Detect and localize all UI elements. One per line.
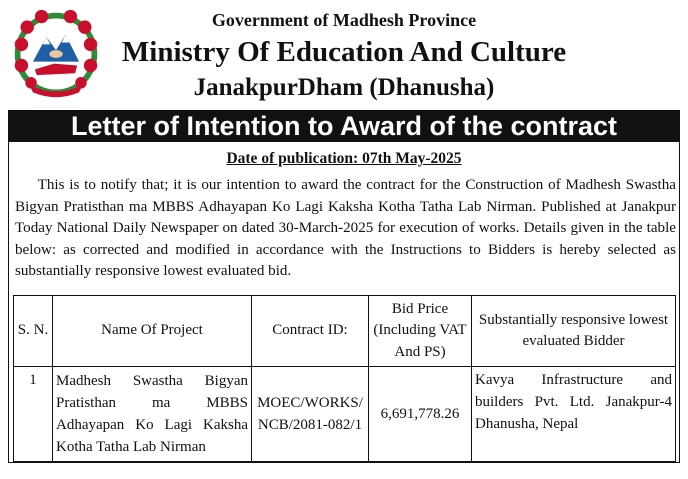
publication-date: Date of publication: 07th May-2025 <box>226 150 462 167</box>
notice-body <box>8 142 680 463</box>
table-header-row <box>14 296 676 367</box>
notice-title: Letter of Intention to Award of the contract <box>71 111 617 141</box>
row-bidder: Kavya Infrastructure and builders Pvt. Ltd. Janakpur-4 Dhanusha, Nepal <box>472 367 676 462</box>
row-contract-id: MOEC/WORKS/ NCB/2081-082/1 <box>252 367 369 462</box>
row-bid-price: 6,691,778.26 <box>369 367 472 462</box>
notice-title-banner <box>8 110 680 142</box>
header-bidder: Substantially responsive lowest evaluated Bidder <box>472 296 676 367</box>
header-project: Name Of Project <box>53 296 252 367</box>
row-project: Madhesh Swastha Bigyan Pratisthan ma MBBS Adhayapan Ko Lagi Kaksha Kotha Tatha Lab Nirman <box>53 367 252 462</box>
table-row <box>14 367 676 462</box>
header-sn: S. N. <box>14 296 53 367</box>
notice-text: This is to notify that; it is our intention to award the contract for the Construction of Madhesh Swastha Bigyan Pratisthan ma MBBS Adhayapan Ko Lagi Kaksha Kotha Tatha Lab Nirman. Published at Janakpur Today National Daily Newspaper on dated 30-March-2025 for execution of works. Details given in the table below: as corrected and modified in accordance with the Instructions to Bidders is hereby selected as substantially responsive lowest evaluated bid. <box>15 177 676 279</box>
ministry-heading: Ministry Of Education And Culture <box>121 36 567 68</box>
award-table <box>13 295 676 462</box>
header-bid-price: Bid Price (Including VAT And PS) <box>369 296 472 367</box>
row-sn: 1 <box>14 367 53 462</box>
government-heading: Government of Madhesh Province <box>211 10 477 30</box>
header-contract-id: Contract ID: <box>252 296 369 367</box>
location-heading: JanakpurDham (Dhanusha) <box>193 74 495 101</box>
notice-paragraph <box>15 175 676 283</box>
